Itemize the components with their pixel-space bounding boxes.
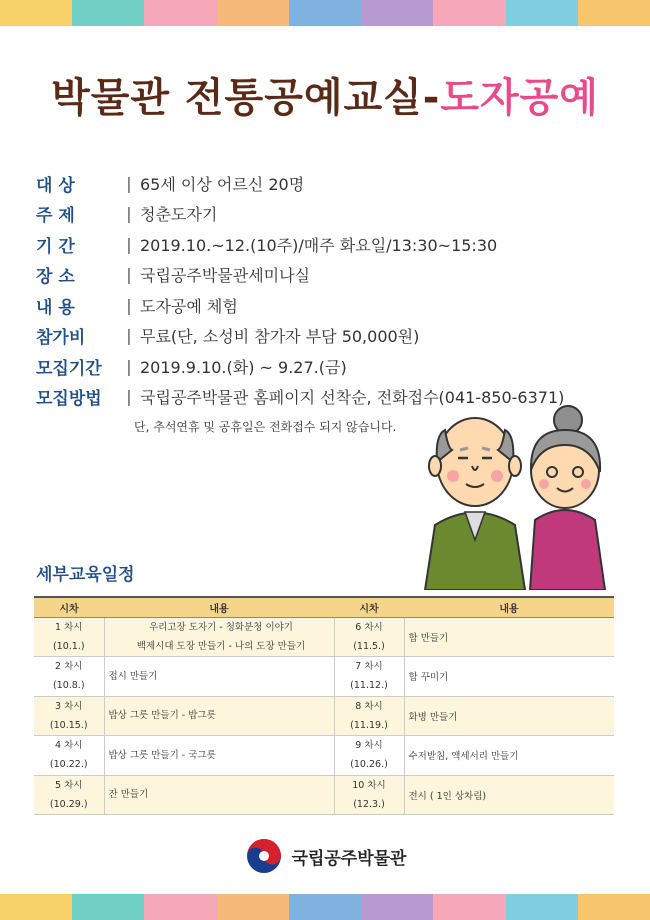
session-number: 10 차시 [352,779,386,791]
content-cell: 합 꾸미기 [404,657,614,697]
info-label: 모집방법 [36,389,102,410]
session-cell [34,696,104,736]
schedule-title: 세부교육일정 [36,565,135,585]
info-value: 국립공주박물관세미나실 [140,266,311,286]
session-number: 9 차시 [355,740,383,752]
session-cell [334,657,404,697]
session-cell [34,775,104,815]
info-label: 참가비 [36,328,86,349]
info-row-content [36,290,636,321]
table-header-row [34,597,614,617]
column-header: 내용 [104,597,334,617]
content-cell: 밥상 그릇 만들기 - 밥그릇 [104,696,334,736]
separator: | [126,204,132,224]
column-header: 내용 [404,597,614,617]
stripe-segment [578,0,650,26]
session-date: (10.15.) [49,719,88,731]
stripe-segment [144,894,216,920]
info-label: 대 상 [36,175,75,196]
info-value: 무료(단, 소성비 참가자 부담 50,000원) [140,327,420,347]
info-value: 2019.9.10.(화) ~ 9.27.(금) [140,357,347,377]
stripe-segment [289,0,361,26]
session-number: 1 차시 [55,621,83,633]
session-number: 4 차시 [55,740,83,752]
bottom-color-stripe [0,894,650,920]
stripe-segment [361,0,433,26]
info-label: 모집기간 [36,358,102,379]
session-date: (11.19.) [350,719,388,731]
info-value: 65세 이상 어르신 20명 [140,174,305,194]
session-date: (10.8.) [52,680,85,692]
museum-logo [0,836,650,876]
table-row [34,617,614,657]
session-date: (10.22.) [49,759,88,771]
info-list [36,168,636,412]
elderly-couple-illustration [420,400,620,590]
session-cell [334,736,404,776]
session-date: (10.29.) [49,798,88,810]
notice-text: 단, 추석연휴 및 공휴일은 전화접수 되지 않습니다. [134,420,397,434]
poster-title [0,66,650,123]
stripe-segment [506,0,578,26]
table-row [34,657,614,697]
info-row-period [36,229,636,260]
session-date: (12.3.) [353,798,385,810]
content-cell: 접시 만들기 [104,657,334,697]
title-part-museum: 박물관 [51,75,170,121]
session-number: 8 차시 [355,700,383,712]
table-row [34,775,614,815]
taegeuk-emblem-icon [244,836,284,876]
content-cell: 화병 만들기 [404,696,614,736]
separator: | [126,387,132,407]
stripe-segment [0,0,72,26]
separator: | [126,356,132,376]
stripe-segment [433,894,505,920]
content-text: 우리고장 도자기 - 청화분청 이야기 [149,621,293,633]
info-value: 청춘도자기 [140,205,218,225]
separator: | [126,295,132,315]
content-cell: 전시 ( 1인 상차림) [404,775,614,815]
info-value: 도자공예 체험 [140,296,238,316]
stripe-segment [578,894,650,920]
stripe-segment [433,0,505,26]
title-dash: - [422,75,441,121]
stripe-segment [72,894,144,920]
separator: | [126,326,132,346]
info-value: 2019.10.~12.(10주)/매주 화요일/13:30~15:30 [140,235,498,255]
info-label: 주 제 [36,206,75,227]
session-cell [34,617,104,657]
info-label: 장 소 [36,267,75,288]
table-row [34,696,614,736]
content-text: 백제시대 도장 만들기 - 나의 도장 만들기 [136,640,306,652]
info-row-recruit-period [36,351,636,382]
info-row-fee [36,321,636,352]
content-cell [104,617,334,657]
schedule-table [34,596,614,815]
separator: | [126,265,132,285]
stripe-segment [72,0,144,26]
stripe-segment [144,0,216,26]
info-row-place [36,260,636,291]
session-date: (10.1.) [52,640,85,652]
column-header: 시차 [334,597,404,617]
session-date: (11.5.) [353,640,385,652]
session-date: (11.12.) [350,680,388,692]
info-row-topic [36,199,636,230]
column-header: 시차 [34,597,104,617]
stripe-segment [217,894,289,920]
content-cell: 밥상 그릇 만들기 - 국그릇 [104,736,334,776]
session-cell [334,696,404,736]
info-value: 국립공주박물관 홈페이지 선착순, 전화접수(041-850-6371) [140,388,565,408]
stripe-segment [506,894,578,920]
info-row-target [36,168,636,199]
stripe-segment [289,894,361,920]
title-part-ceramics: 도자공예 [440,75,599,121]
title-part-class: 전통공예교실 [184,75,423,121]
content-cell: 합 만들기 [404,617,614,657]
separator: | [126,173,132,193]
separator: | [126,234,132,254]
session-number: 7 차시 [355,661,383,673]
stripe-segment [0,894,72,920]
info-label: 내 용 [36,297,75,318]
content-cell: 수저받침, 액세서리 만들기 [404,736,614,776]
stripe-segment [361,894,433,920]
stripe-segment [217,0,289,26]
session-number: 5 차시 [55,779,83,791]
info-label: 기 간 [36,236,75,257]
session-cell [334,617,404,657]
session-number: 2 차시 [55,661,83,673]
top-color-stripe [0,0,650,26]
museum-name: 국립공주박물관 [291,848,407,869]
session-number: 6 차시 [355,621,383,633]
session-date: (10.26.) [350,759,388,771]
session-cell [34,657,104,697]
session-cell [34,736,104,776]
content-cell: 잔 만들기 [104,775,334,815]
session-number: 3 차시 [55,700,83,712]
table-row [34,736,614,776]
session-cell [334,775,404,815]
